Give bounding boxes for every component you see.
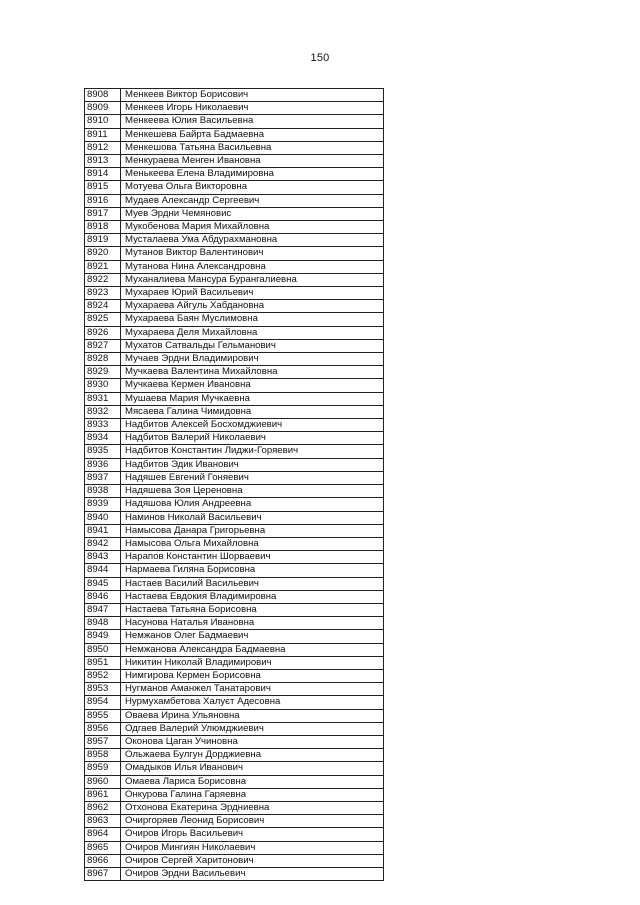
row-number: 8922 bbox=[85, 273, 121, 286]
row-number: 8957 bbox=[85, 735, 121, 748]
row-number: 8962 bbox=[85, 801, 121, 814]
row-number: 8912 bbox=[85, 141, 121, 154]
table-row bbox=[85, 577, 384, 590]
table-row bbox=[85, 709, 384, 722]
row-number: 8931 bbox=[85, 392, 121, 405]
row-number: 8916 bbox=[85, 194, 121, 207]
row-number: 8954 bbox=[85, 696, 121, 709]
table-row bbox=[85, 168, 384, 181]
person-name: Мусталаева Ума Абдурахмановна bbox=[121, 234, 384, 247]
table-row bbox=[85, 801, 384, 814]
person-name: Менкешова Татьяна Васильевна bbox=[121, 141, 384, 154]
row-number: 8933 bbox=[85, 419, 121, 432]
table-row bbox=[85, 471, 384, 484]
table-row bbox=[85, 749, 384, 762]
row-number: 8963 bbox=[85, 815, 121, 828]
table-row bbox=[85, 841, 384, 854]
person-name: Надбитов Алексей Босхомджиевич bbox=[121, 419, 384, 432]
table-row bbox=[85, 735, 384, 748]
table-row bbox=[85, 273, 384, 286]
row-number: 8945 bbox=[85, 577, 121, 590]
table-row bbox=[85, 366, 384, 379]
person-name: Мухараев Юрий Васильевич bbox=[121, 287, 384, 300]
row-number: 8940 bbox=[85, 511, 121, 524]
person-name: Онкурова Галина Гаряевна bbox=[121, 788, 384, 801]
person-name: Надяшева Зоя Цереновна bbox=[121, 485, 384, 498]
row-number: 8961 bbox=[85, 788, 121, 801]
row-number: 8930 bbox=[85, 379, 121, 392]
person-name: Мухараева Деля Михайловна bbox=[121, 326, 384, 339]
row-number: 8960 bbox=[85, 775, 121, 788]
person-name: Мушаева Мария Мучкаевна bbox=[121, 392, 384, 405]
row-number: 8952 bbox=[85, 669, 121, 682]
table-row bbox=[85, 181, 384, 194]
row-number: 8920 bbox=[85, 247, 121, 260]
person-name: Никитин Николай Владимирович bbox=[121, 656, 384, 669]
table-row bbox=[85, 155, 384, 168]
table-row bbox=[85, 445, 384, 458]
table-row bbox=[85, 485, 384, 498]
person-name: Надбитов Валерий Николаевич bbox=[121, 432, 384, 445]
row-number: 8951 bbox=[85, 656, 121, 669]
person-name: Насунова Наталья Ивановна bbox=[121, 617, 384, 630]
row-number: 8919 bbox=[85, 234, 121, 247]
row-number: 8932 bbox=[85, 405, 121, 418]
names-table bbox=[84, 88, 384, 881]
row-number: 8959 bbox=[85, 762, 121, 775]
person-name: Намысова Данара Григорьевна bbox=[121, 524, 384, 537]
person-name: Настаева Евдокия Владимировна bbox=[121, 590, 384, 603]
person-name: Менкеева Юлия Васильевна bbox=[121, 115, 384, 128]
person-name: Менкеев Виктор Борисович bbox=[121, 89, 384, 102]
names-table-body bbox=[85, 89, 384, 881]
table-row bbox=[85, 313, 384, 326]
table-row bbox=[85, 498, 384, 511]
row-number: 8929 bbox=[85, 366, 121, 379]
table-row bbox=[85, 551, 384, 564]
row-number: 8965 bbox=[85, 841, 121, 854]
row-number: 8928 bbox=[85, 353, 121, 366]
table-row bbox=[85, 326, 384, 339]
row-number: 8943 bbox=[85, 551, 121, 564]
table-row bbox=[85, 194, 384, 207]
table-row bbox=[85, 458, 384, 471]
person-name: Немжанова Александра Бадмаевна bbox=[121, 643, 384, 656]
row-number: 8910 bbox=[85, 115, 121, 128]
person-name: Надяшова Юлия Андреевна bbox=[121, 498, 384, 511]
table-row bbox=[85, 392, 384, 405]
person-name: Мухараева Баян Муслимовна bbox=[121, 313, 384, 326]
person-name: Омаева Лариса Борисовна bbox=[121, 775, 384, 788]
person-name: Намысова Ольга Михайловна bbox=[121, 537, 384, 550]
row-number: 8921 bbox=[85, 260, 121, 273]
row-number: 8925 bbox=[85, 313, 121, 326]
row-number: 8923 bbox=[85, 287, 121, 300]
row-number: 8953 bbox=[85, 683, 121, 696]
person-name: Мучкаева Кермен Ивановна bbox=[121, 379, 384, 392]
row-number: 8966 bbox=[85, 854, 121, 867]
row-number: 8956 bbox=[85, 722, 121, 735]
row-number: 8941 bbox=[85, 524, 121, 537]
person-name: Муханалиева Мансура Бурангалиевна bbox=[121, 273, 384, 286]
row-number: 8936 bbox=[85, 458, 121, 471]
person-name: Менкураева Менген Ивановна bbox=[121, 155, 384, 168]
person-name: Мудаев Александр Сергеевич bbox=[121, 194, 384, 207]
person-name: Немжанов Олег Бадмаевич bbox=[121, 630, 384, 643]
table-row bbox=[85, 669, 384, 682]
person-name: Надбитов Константин Лиджи-Горяевич bbox=[121, 445, 384, 458]
table-row bbox=[85, 590, 384, 603]
row-number: 8938 bbox=[85, 485, 121, 498]
table-row bbox=[85, 867, 384, 880]
row-number: 8955 bbox=[85, 709, 121, 722]
table-row bbox=[85, 353, 384, 366]
person-name: Настаева Татьяна Борисовна bbox=[121, 603, 384, 616]
row-number: 8937 bbox=[85, 471, 121, 484]
table-row bbox=[85, 828, 384, 841]
row-number: 8909 bbox=[85, 102, 121, 115]
table-row bbox=[85, 300, 384, 313]
person-name: Нурмухамбетова Халуєт Адесовна bbox=[121, 696, 384, 709]
person-name: Нарапов Константин Шорваевич bbox=[121, 551, 384, 564]
person-name: Менкешева Байрта Бадмаевна bbox=[121, 128, 384, 141]
table-row bbox=[85, 643, 384, 656]
row-number: 8934 bbox=[85, 432, 121, 445]
table-row bbox=[85, 696, 384, 709]
person-name: Очиргоряев Леонид Борисович bbox=[121, 815, 384, 828]
person-name: Оконова Цаган Учиновна bbox=[121, 735, 384, 748]
row-number: 8942 bbox=[85, 537, 121, 550]
row-number: 8939 bbox=[85, 498, 121, 511]
person-name: Наминов Николай Васильевич bbox=[121, 511, 384, 524]
row-number: 8944 bbox=[85, 564, 121, 577]
person-name: Очиров Эрдни Васильевич bbox=[121, 867, 384, 880]
row-number: 8949 bbox=[85, 630, 121, 643]
table-row bbox=[85, 524, 384, 537]
table-row bbox=[85, 419, 384, 432]
person-name: Менкеев Игорь Николаевич bbox=[121, 102, 384, 115]
person-name: Мутанов Виктор Валентинович bbox=[121, 247, 384, 260]
row-number: 8946 bbox=[85, 590, 121, 603]
person-name: Отхонова Екатерина Эрдниевна bbox=[121, 801, 384, 814]
table-row bbox=[85, 234, 384, 247]
row-number: 8950 bbox=[85, 643, 121, 656]
table-row bbox=[85, 379, 384, 392]
person-name: Муев Эрдни Чемяновис bbox=[121, 207, 384, 220]
person-name: Мухараева Айгуль Хабдановна bbox=[121, 300, 384, 313]
person-name: Очиров Мингиян Николаевич bbox=[121, 841, 384, 854]
person-name: Мукобенова Мария Михайловна bbox=[121, 221, 384, 234]
person-name: Омадыков Илья Иванович bbox=[121, 762, 384, 775]
table-row bbox=[85, 432, 384, 445]
table-row bbox=[85, 788, 384, 801]
person-name: Очиров Сергей Харитонович bbox=[121, 854, 384, 867]
table-row bbox=[85, 287, 384, 300]
row-number: 8918 bbox=[85, 221, 121, 234]
table-row bbox=[85, 722, 384, 735]
table-row bbox=[85, 617, 384, 630]
table-row bbox=[85, 339, 384, 352]
row-number: 8947 bbox=[85, 603, 121, 616]
person-name: Мучаев Эрдни Владимирович bbox=[121, 353, 384, 366]
table-row bbox=[85, 762, 384, 775]
row-number: 8964 bbox=[85, 828, 121, 841]
row-number: 8908 bbox=[85, 89, 121, 102]
table-row bbox=[85, 102, 384, 115]
table-row bbox=[85, 221, 384, 234]
person-name: Мясаева Галина Чимидовна bbox=[121, 405, 384, 418]
person-name: Нугманов Аманжел Танатарович bbox=[121, 683, 384, 696]
table-row bbox=[85, 815, 384, 828]
person-name: Надяшев Евгений Гоняевич bbox=[121, 471, 384, 484]
row-number: 8926 bbox=[85, 326, 121, 339]
person-name: Нармаева Гиляна Борисовна bbox=[121, 564, 384, 577]
row-number: 8958 bbox=[85, 749, 121, 762]
person-name: Очиров Игорь Васильевич bbox=[121, 828, 384, 841]
table-row bbox=[85, 564, 384, 577]
table-row bbox=[85, 405, 384, 418]
row-number: 8935 bbox=[85, 445, 121, 458]
person-name: Одгаев Валерий Улюмджиевич bbox=[121, 722, 384, 735]
person-name: Нимгирова Кермен Борисовна bbox=[121, 669, 384, 682]
row-number: 8927 bbox=[85, 339, 121, 352]
page-number: 150 bbox=[310, 52, 330, 64]
row-number: 8917 bbox=[85, 207, 121, 220]
table-row bbox=[85, 603, 384, 616]
person-name: Надбитов Эдик Иванович bbox=[121, 458, 384, 471]
person-name: Настаев Василий Васильевич bbox=[121, 577, 384, 590]
table-row bbox=[85, 511, 384, 524]
row-number: 8914 bbox=[85, 168, 121, 181]
table-row bbox=[85, 207, 384, 220]
table-row bbox=[85, 260, 384, 273]
table-row bbox=[85, 128, 384, 141]
table-row bbox=[85, 89, 384, 102]
person-name: Оваева Ирина Ульяновна bbox=[121, 709, 384, 722]
person-name: Мухатов Сатвальды Гельманович bbox=[121, 339, 384, 352]
person-name: Менькеева Елена Владимировна bbox=[121, 168, 384, 181]
person-name: Мутанова Нина Александровна bbox=[121, 260, 384, 273]
person-name: Мучкаева Валентина Михайловна bbox=[121, 366, 384, 379]
table-row bbox=[85, 115, 384, 128]
table-row bbox=[85, 247, 384, 260]
row-number: 8911 bbox=[85, 128, 121, 141]
table-row bbox=[85, 854, 384, 867]
table-row bbox=[85, 141, 384, 154]
row-number: 8948 bbox=[85, 617, 121, 630]
row-number: 8913 bbox=[85, 155, 121, 168]
person-name: Ольжаева Булгун Дорджиевна bbox=[121, 749, 384, 762]
table-row bbox=[85, 683, 384, 696]
row-number: 8924 bbox=[85, 300, 121, 313]
table-row bbox=[85, 537, 384, 550]
table-row bbox=[85, 656, 384, 669]
table-row bbox=[85, 630, 384, 643]
table-row bbox=[85, 775, 384, 788]
person-name: Мотуева Ольга Викторовна bbox=[121, 181, 384, 194]
row-number: 8915 bbox=[85, 181, 121, 194]
row-number: 8967 bbox=[85, 867, 121, 880]
